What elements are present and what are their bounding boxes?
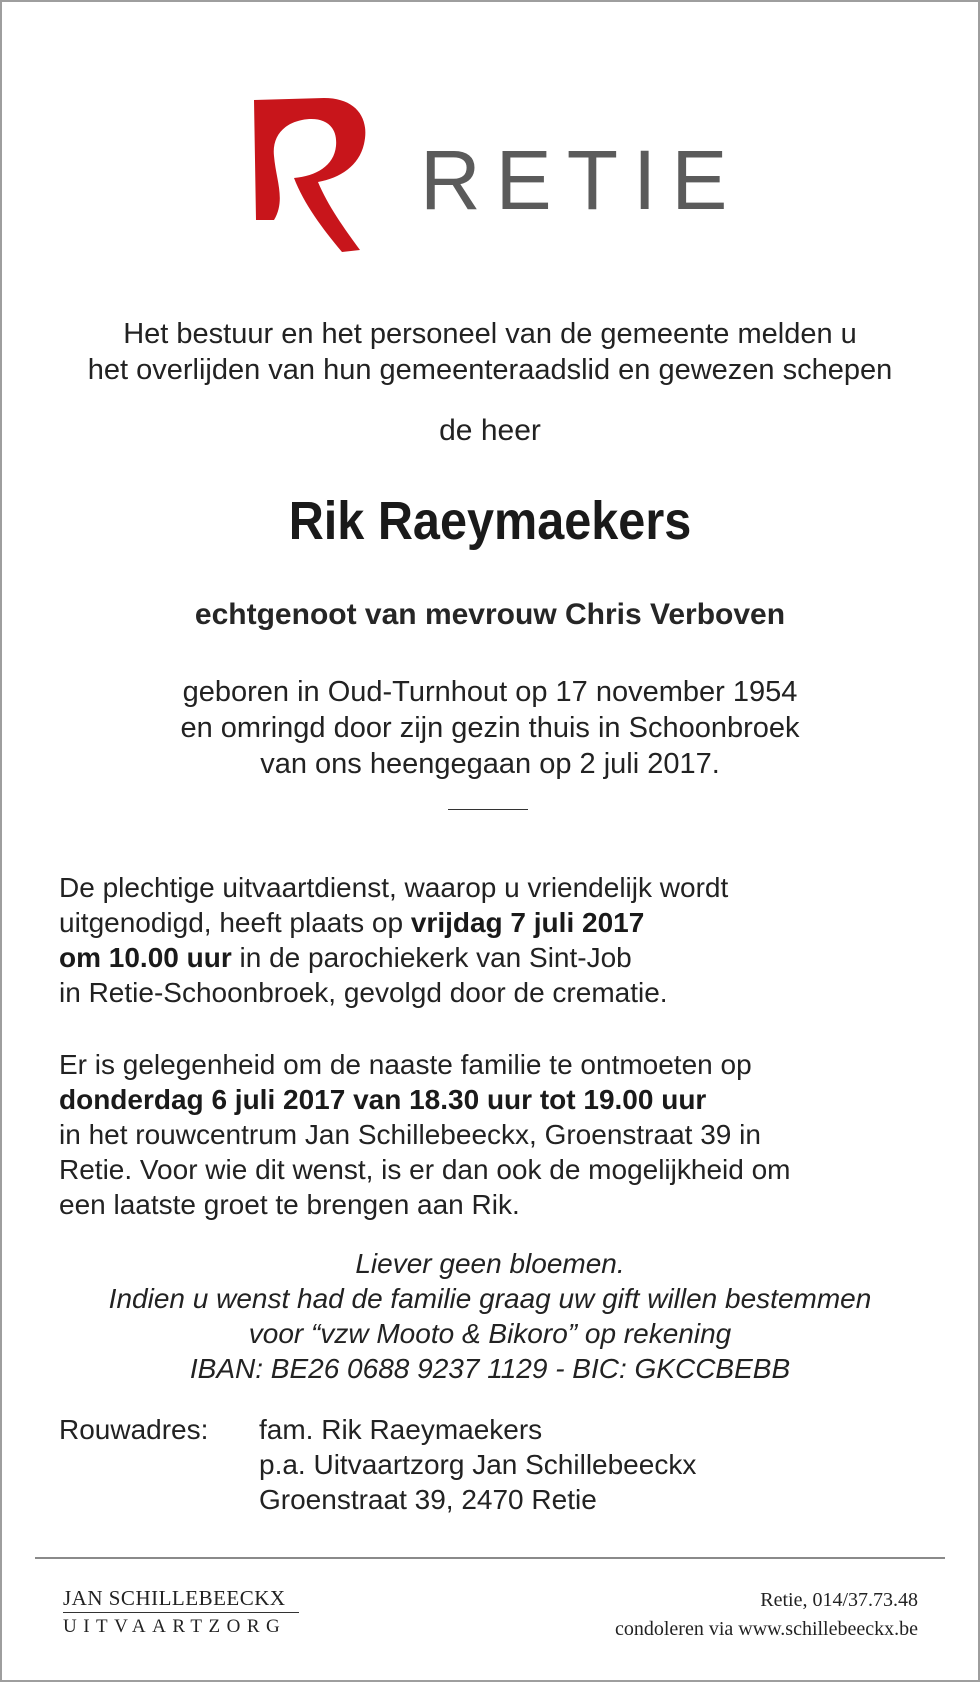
logo-wordmark: RETIE [420, 133, 743, 227]
mourning-address-label: Rouwadres: [59, 1414, 209, 1445]
intro-line: Het bestuur en het personeel van de gemeente melden u [123, 318, 857, 350]
retie-r-mark-icon [252, 96, 372, 256]
contact-phone: Retie, 014/37.73.48 [760, 1589, 918, 1611]
funeral-date: vrijdag 7 juli 2017 [410, 907, 645, 938]
funeral-home-rule [63, 1612, 299, 1613]
footer-divider [35, 1557, 945, 1559]
visitation-line: Retie. Voor wie dit wenst, is er dan ook de mogelijkheid om [59, 1154, 791, 1185]
contact-website[interactable]: condoleren via www.schillebeeckx.be [614, 1618, 918, 1640]
footer-contact [615, 1586, 918, 1644]
born-line: van ons heengegaan op 2 juli 2017. [260, 748, 720, 780]
birth-death-text [0, 674, 980, 782]
funeral-home-name: JAN SCHILLEBEECKX [63, 1586, 286, 1610]
flowers-line: Indien u wenst had de familie graag uw gift willen bestemmen [108, 1283, 872, 1314]
funeral-line [59, 905, 919, 940]
funeral-time: om 10.00 uur [59, 942, 232, 973]
flowers-line: Liever geen bloemen. [355, 1248, 625, 1279]
visitation-paragraph [59, 1047, 919, 1222]
mourning-address-lines [259, 1412, 696, 1517]
separator-line [448, 809, 528, 810]
funeral-home-logo [63, 1586, 303, 1637]
bank-details: IBAN: BE26 0688 9237 1129 - BIC: GKCCBEBB [189, 1353, 791, 1384]
address-line: Groenstraat 39, 2470 Retie [259, 1484, 597, 1515]
visitation-line [59, 1082, 919, 1117]
funeral-line [59, 940, 919, 975]
born-line: en omringd door zijn gezin thuis in Schoonbroek [180, 712, 800, 744]
spouse-line: echtgenoot van mevrouw Chris Verboven [194, 598, 786, 631]
funeral-text: uitgenodigd, heeft plaats op [59, 907, 411, 938]
funeral-line: in Retie-Schoonbroek, gevolgd door de crematie. [59, 977, 668, 1008]
funeral-home-subtitle: UITVAARTZORG [63, 1616, 287, 1637]
visitation-line: een laatste groet te brengen aan Rik. [59, 1189, 520, 1220]
funeral-line: De plechtige uitvaartdienst, waarop u vriendelijk wordt [59, 872, 729, 903]
address-line: fam. Rik Raeymaekers [259, 1414, 543, 1445]
flowers-line: voor “vzw Mooto & Bikoro” op rekening [248, 1318, 732, 1349]
visitation-line: in het rouwcentrum Jan Schillebeeckx, Groenstraat 39 in [59, 1119, 761, 1150]
retie-logo [252, 96, 743, 256]
flowers-notice [0, 1246, 980, 1386]
funeral-paragraph [59, 870, 919, 1010]
title-prefix: de heer [439, 414, 541, 447]
address-line: p.a. Uitvaartzorg Jan Schillebeeckx [259, 1449, 697, 1480]
born-line: geboren in Oud-Turnhout op 17 november 1954 [182, 676, 798, 708]
intro-line: het overlijden van hun gemeenteraadslid en gewezen schepen [87, 354, 893, 386]
visitation-line: Er is gelegenheid om de naaste familie te ontmoeten op [59, 1049, 752, 1080]
intro-text [0, 316, 980, 388]
funeral-text: in de parochiekerk van Sint-Job [231, 942, 632, 973]
visitation-datetime: donderdag 6 juli 2017 van 18.30 uur tot 19.00 uur [59, 1084, 707, 1115]
deceased-name: Rik Raeymaekers [288, 491, 692, 551]
